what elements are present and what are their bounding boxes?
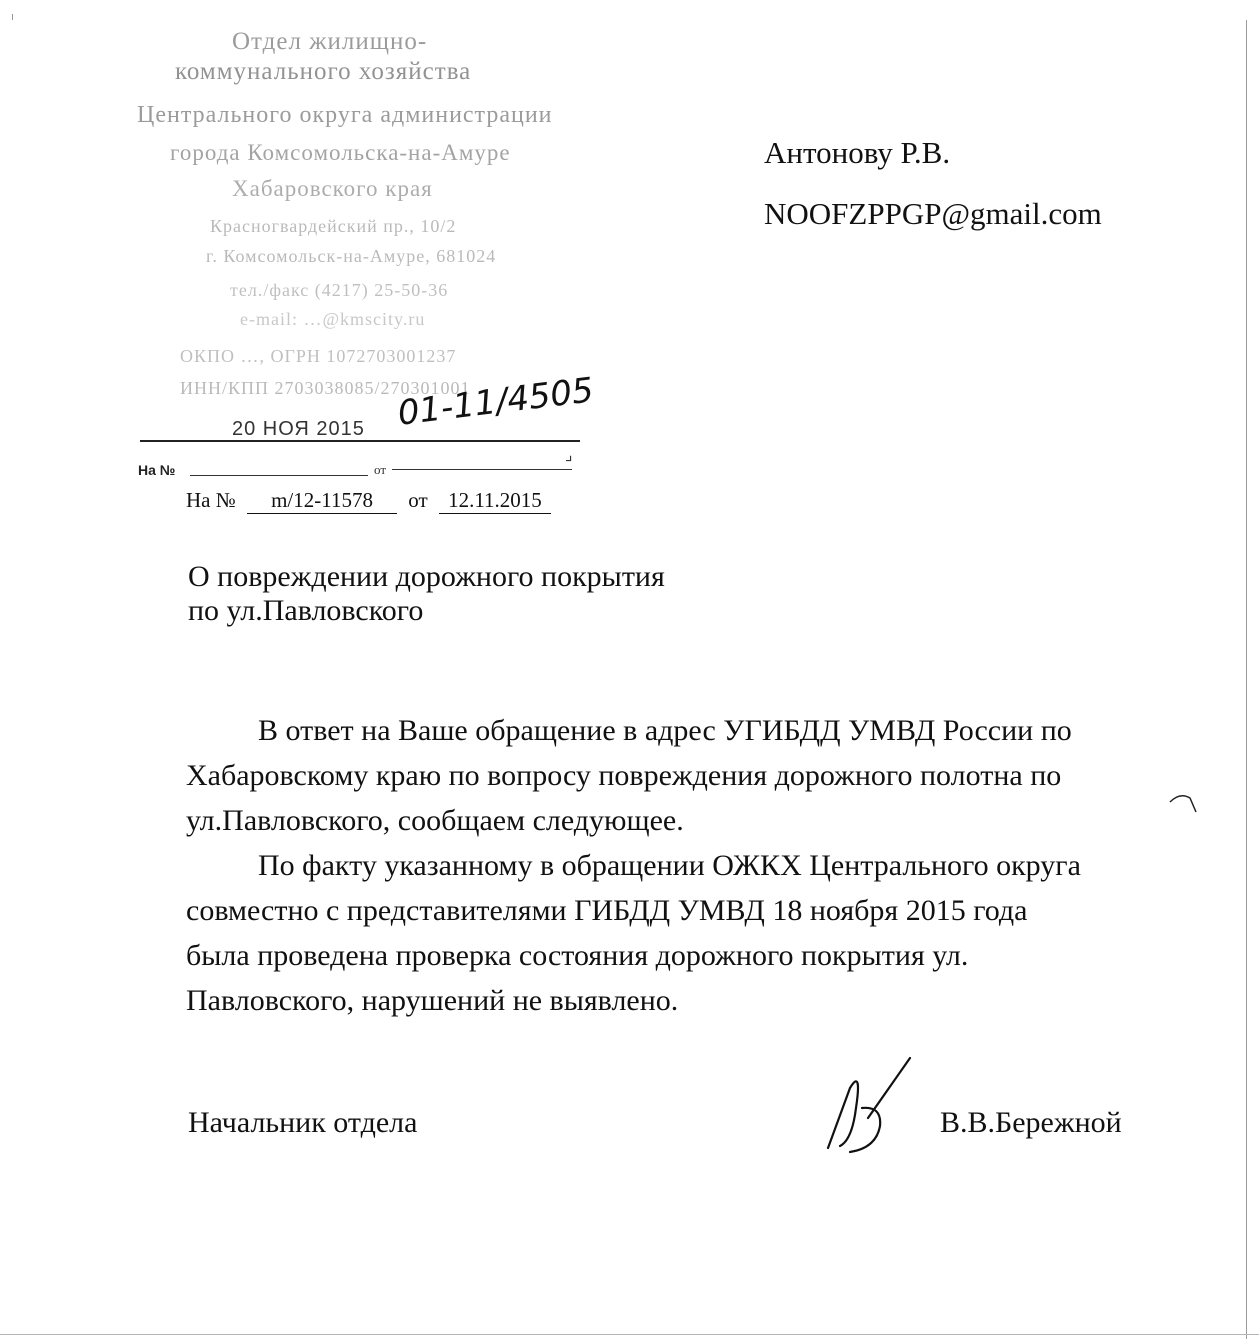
letterhead-line-7: г. Комсомольск-на-Амуре, 681024 <box>206 246 497 266</box>
letterhead-line-5: Хабаровского края <box>232 176 433 201</box>
letter-body <box>186 708 1086 1023</box>
scan-edge-right <box>1246 20 1247 1339</box>
letterhead-line-10: ОКПО …, ОГРН 1072703001237 <box>180 346 457 366</box>
signatory-position: Начальник отдела <box>188 1106 418 1139</box>
letterhead-date-underline <box>140 440 580 442</box>
reference-number: m/12-11578 <box>247 488 397 514</box>
reference-na-label: На № <box>186 488 236 512</box>
reference-line <box>186 488 551 514</box>
margin-mark <box>1168 790 1198 816</box>
letterhead-line-3: Центрального округа администрации <box>137 102 553 128</box>
handwritten-signature <box>810 1048 920 1158</box>
letterhead-na-label: На № <box>138 462 176 478</box>
addressee-email: NOOFZPPGP@gmail.com <box>764 196 1102 231</box>
letter-subject <box>188 560 665 628</box>
letterhead-line-9: e-mail: …@kmscity.ru <box>240 309 426 329</box>
scan-edge-bottom <box>0 1334 1259 1335</box>
signatory-name: В.В.Бережной <box>940 1106 1122 1139</box>
stamp-corner-mark: ⌟ <box>565 447 573 464</box>
letterhead-ot-blank <box>392 469 572 470</box>
reference-ot-label: от <box>408 488 428 512</box>
letterhead-line-8: тел./факс (4217) 25-50-36 <box>230 280 449 300</box>
subject-line-1: О повреждении дорожного покрытия <box>188 560 665 593</box>
letterhead-date-stamp: 20 НОЯ 2015 <box>232 418 365 440</box>
letterhead-line-6: Красногвардейский пр., 10/2 <box>210 216 457 236</box>
letterhead-ot-label: от <box>374 462 387 477</box>
letterhead-na-blank <box>190 475 368 476</box>
letterhead-line-11: ИНН/КПП 2703038085/270301001 <box>180 378 471 398</box>
subject-line-2: по ул.Павловского <box>188 594 424 627</box>
reference-date: 12.11.2015 <box>439 488 551 514</box>
scan-edge-left <box>12 14 13 20</box>
body-paragraph-1: В ответ на Ваше обращение в адрес УГИБДД УМВД России по Хабаровскому краю по вопросу повреждения дорожного полотна по ул.Павловского, сообщаем следующее. <box>186 714 1072 837</box>
letterhead-line-2: коммунального хозяйства <box>175 58 472 85</box>
addressee-name: Антонову Р.В. <box>764 135 951 170</box>
letterhead-line-4: города Комсомольска-на-Амуре <box>170 140 511 165</box>
letterhead-line-1: Отдел жилищно- <box>232 28 428 55</box>
body-paragraph-2: По факту указанному в обращении ОЖКХ Центрального округа совместно с представителями ГИБДД УМВД 18 ноября 2015 года была проведена проверка состояния дорожного покрытия ул. Павловского, нарушений не выявлено. <box>186 849 1081 1017</box>
outgoing-number-handwritten: 01-11/4505 <box>395 370 596 434</box>
